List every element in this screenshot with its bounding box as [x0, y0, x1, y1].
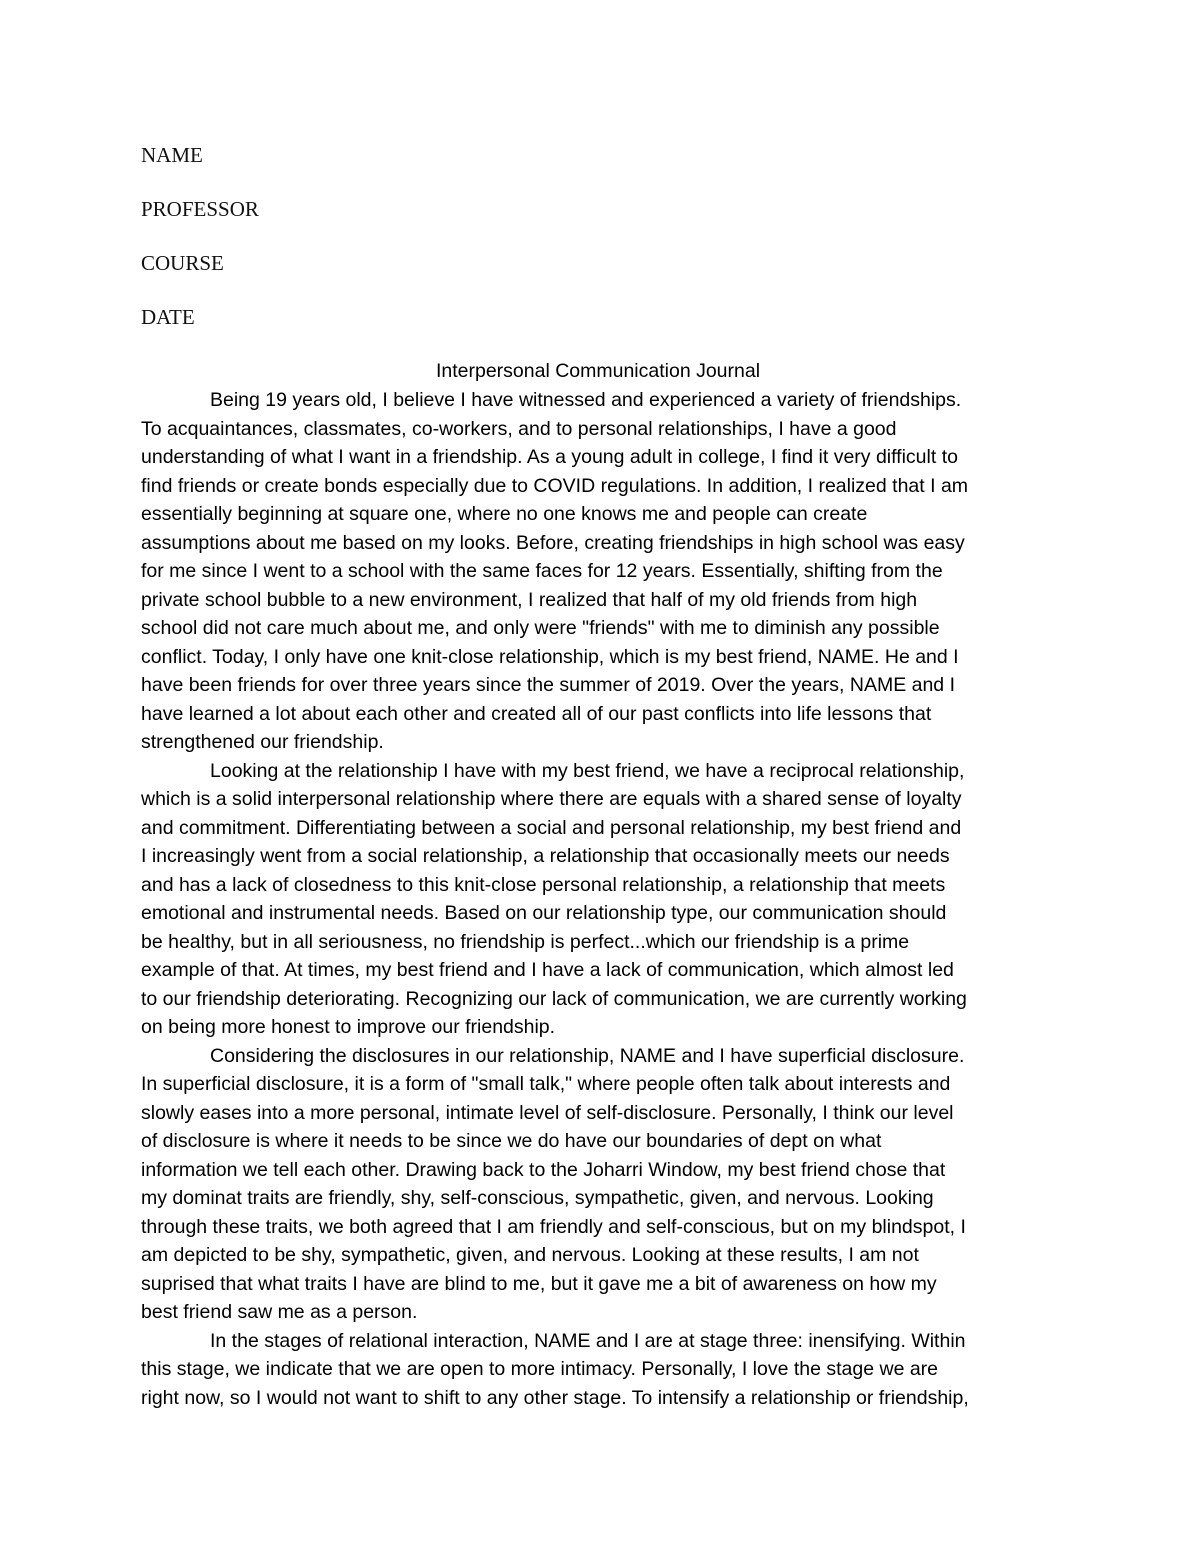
paragraph-line: which is a solid interpersonal relationship where there are equals with a shared sense of loyalty [141, 788, 962, 810]
paragraph-line: Looking at the relationship I have with my best friend, we have a reciprocal relationship, [210, 759, 965, 782]
course-name: COURSE [141, 251, 224, 275]
date: DATE [141, 305, 195, 329]
paragraph-line: through these traits, we both agreed that I am friendly and self-conscious, but on my blindspot, I [141, 1215, 966, 1238]
paragraph-line: have been friends for over three years since the summer of 2019. Over the years, NAME and I [141, 674, 955, 696]
paragraph-line: private school bubble to a new environment, I realized that half of my old friends from high [141, 588, 918, 611]
paragraph-line: example of that. At times, my best friend and I have a lack of communication, which almost led [141, 959, 954, 981]
paragraph-line: Considering the disclosures in our relationship, NAME and I have superficial disclosure. [210, 1044, 965, 1067]
paragraph-line: Being 19 years old, I believe I have witnessed and experienced a variety of friendships. [210, 389, 962, 411]
paragraph-line: In superficial disclosure, it is a form of "small talk," where people often talk about interests and [141, 1073, 951, 1095]
paragraph-line: assumptions about me based on my looks. Before, creating friendships in high school was easy [141, 531, 965, 554]
paragraph-line: and commitment. Differentiating between a social and personal relationship, my best friend and [141, 816, 962, 839]
header-block [141, 140, 259, 356]
paragraph-line: this stage, we indicate that we are open to more intimacy. Personally, I love the stage we are [141, 1358, 939, 1380]
paragraph [141, 386, 1059, 757]
paragraph [141, 1327, 1059, 1413]
paragraph-line: be healthy, but in all seriousness, no friendship is perfect...which our friendship is a prime [141, 930, 910, 953]
body-text [141, 386, 1059, 1412]
paragraph-line: strengthened our friendship. [141, 731, 384, 753]
paragraph-line: conflict. Today, I only have one knit-close relationship, which is my best friend, NAME. He and I [141, 645, 959, 668]
paragraph-line: and has a lack of closedness to this knit-close personal relationship, a relationship that meets [141, 873, 946, 896]
paragraph-line: my dominat traits are friendly, shy, self-conscious, sympathetic, given, and nervous. Looking [141, 1187, 934, 1209]
paragraph-line: on being more honest to improve our friendship. [141, 1016, 556, 1038]
paragraph [141, 1042, 1059, 1327]
professor-name: PROFESSOR [141, 197, 259, 221]
paragraph-line: I increasingly went from a social relationship, a relationship that occasionally meets our needs [141, 845, 950, 867]
paragraph-line: To acquaintances, classmates, co-workers, and to personal relationships, I have a good [141, 417, 897, 440]
student-name: NAME [141, 143, 203, 167]
paragraph-line: suprised that what traits I have are blind to me, but it gave me a bit of awareness on how my [141, 1272, 937, 1295]
paragraph-line: of disclosure is where it needs to be since we do have our boundaries of dept on what [141, 1130, 882, 1152]
paragraph-line: have learned a lot about each other and created all of our past conflicts into life lessons that [141, 702, 932, 725]
paragraph-line: am depicted to be shy, sympathetic, given, and nervous. Looking at these results, I am not [141, 1244, 919, 1266]
paragraph-line: school did not care much about me, and only were "friends" with me to diminish any possible [141, 617, 940, 639]
paragraph-line: best friend saw me as a person. [141, 1301, 418, 1323]
paragraph-line: understanding of what I want in a friendship. As a young adult in college, I find it very difficult to [141, 446, 958, 468]
paragraph [141, 757, 1059, 1042]
paragraph-line: emotional and instrumental needs. Based on our relationship type, our communication should [141, 902, 947, 924]
paragraph-line: to our friendship deteriorating. Recognizing our lack of communication, we are currently working [141, 987, 967, 1010]
paragraph-line: right now, so I would not want to shift to any other stage. To intensify a relationship or friendship, [141, 1386, 969, 1409]
document-title: Interpersonal Communication Journal [435, 360, 761, 382]
paragraph-line: information we tell each other. Drawing back to the Joharri Window, my best friend chose that [141, 1158, 946, 1181]
paragraph-line: for me since I went to a school with the same faces for 12 years. Essentially, shifting from the [141, 560, 943, 582]
paragraph-line: find friends or create bonds especially due to COVID regulations. In addition, I realized that I am [141, 474, 969, 497]
paragraph-line: slowly eases into a more personal, intimate level of self-disclosure. Personally, I think our level [141, 1101, 954, 1124]
paragraph-line: essentially beginning at square one, where no one knows me and people can create [141, 503, 868, 525]
paragraph-line: In the stages of relational interaction, NAME and I are at stage three: inensifying. Within [210, 1329, 966, 1352]
